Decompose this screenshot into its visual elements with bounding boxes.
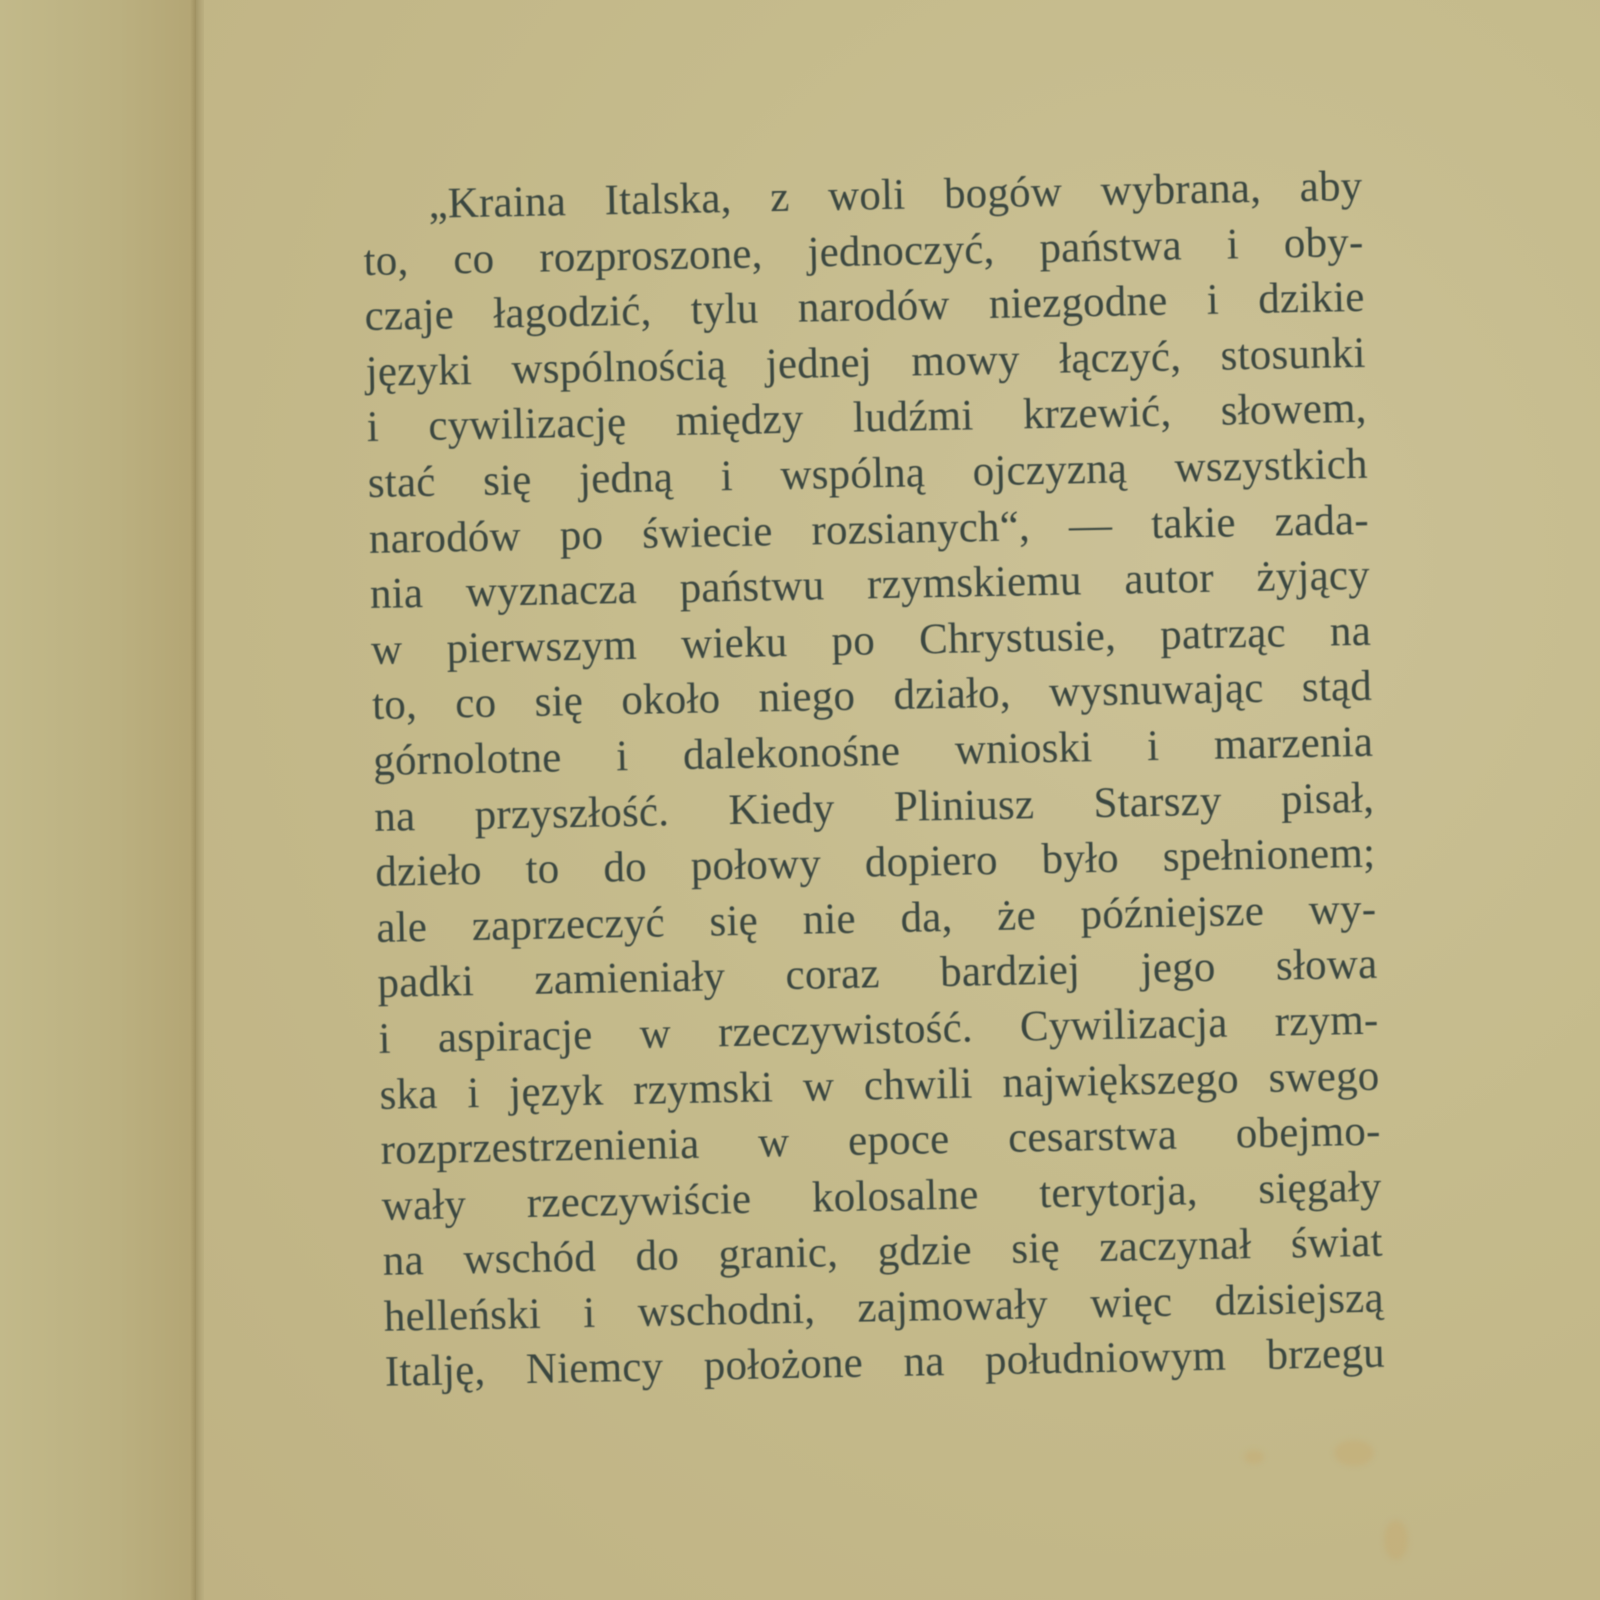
text-line: nia wyznacza państwu rzymskiemu autor żyjący xyxy=(369,551,1371,619)
left-page-edge xyxy=(0,0,196,1600)
text-line: „Kraina Italska, z woli bogów wybrana, aby xyxy=(428,162,1363,228)
text-line: i cywilizację między ludźmi krzewić, słowem, xyxy=(366,385,1368,452)
body-text xyxy=(362,159,1385,1401)
paper-stain xyxy=(1384,1520,1408,1560)
text-line: dzieło to do połowy dopiero było spełnionem; xyxy=(374,829,1376,896)
paper-stain xyxy=(1244,1450,1264,1464)
text-line: Italję, Niemcy położone na południowym brzegu xyxy=(384,1330,1386,1397)
text-line: helleński i wschodni, zajmowały więc dzisiejszą xyxy=(383,1274,1385,1341)
text-line: w pierwszym wieku po Chrystusie, patrząc na xyxy=(370,607,1372,674)
text-line: ska i język rzymski w chwili największego swego xyxy=(379,1052,1380,1119)
text-line: i aspiracje w rzeczywistość. Cywilizacja rzym- xyxy=(378,996,1379,1063)
text-line: stać się jedną i wspólną ojczyzną wszystkich xyxy=(367,440,1369,507)
text-line: padki zamieniały coraz bardziej jego słowa xyxy=(377,940,1378,1008)
text-line: czaje łagodzić, tylu narodów niezgodne i dzikie xyxy=(364,273,1365,341)
text-line: na wschód do granic, gdzie się zaczynał świat xyxy=(382,1218,1384,1286)
text-line: górnolotne i dalekonośne wnioski i marzenia xyxy=(372,718,1374,785)
text-line: na przyszłość. Kiedy Pliniusz Starszy pisał, xyxy=(373,774,1375,841)
text-line: rozprzestrzenienia w epoce cesarstwa obejmo- xyxy=(380,1107,1381,1174)
text-line: to, co się około niego działo, wysnuwając stąd xyxy=(371,663,1373,730)
paper-stain xyxy=(1334,1440,1374,1466)
text-line: języki wspólnością jednej mowy łączyć, stosunki xyxy=(365,329,1366,396)
text-line: ale zaprzeczyć się nie da, że późniejsze wy- xyxy=(375,885,1377,952)
text-line: wały rzeczywiście kolosalne terytorja, sięgały xyxy=(381,1163,1383,1230)
text-line: narodów po świecie rozsianych“, — takie zada- xyxy=(368,496,1370,563)
text-line: to, co rozproszone, jednoczyć, państwa i oby- xyxy=(363,218,1364,285)
